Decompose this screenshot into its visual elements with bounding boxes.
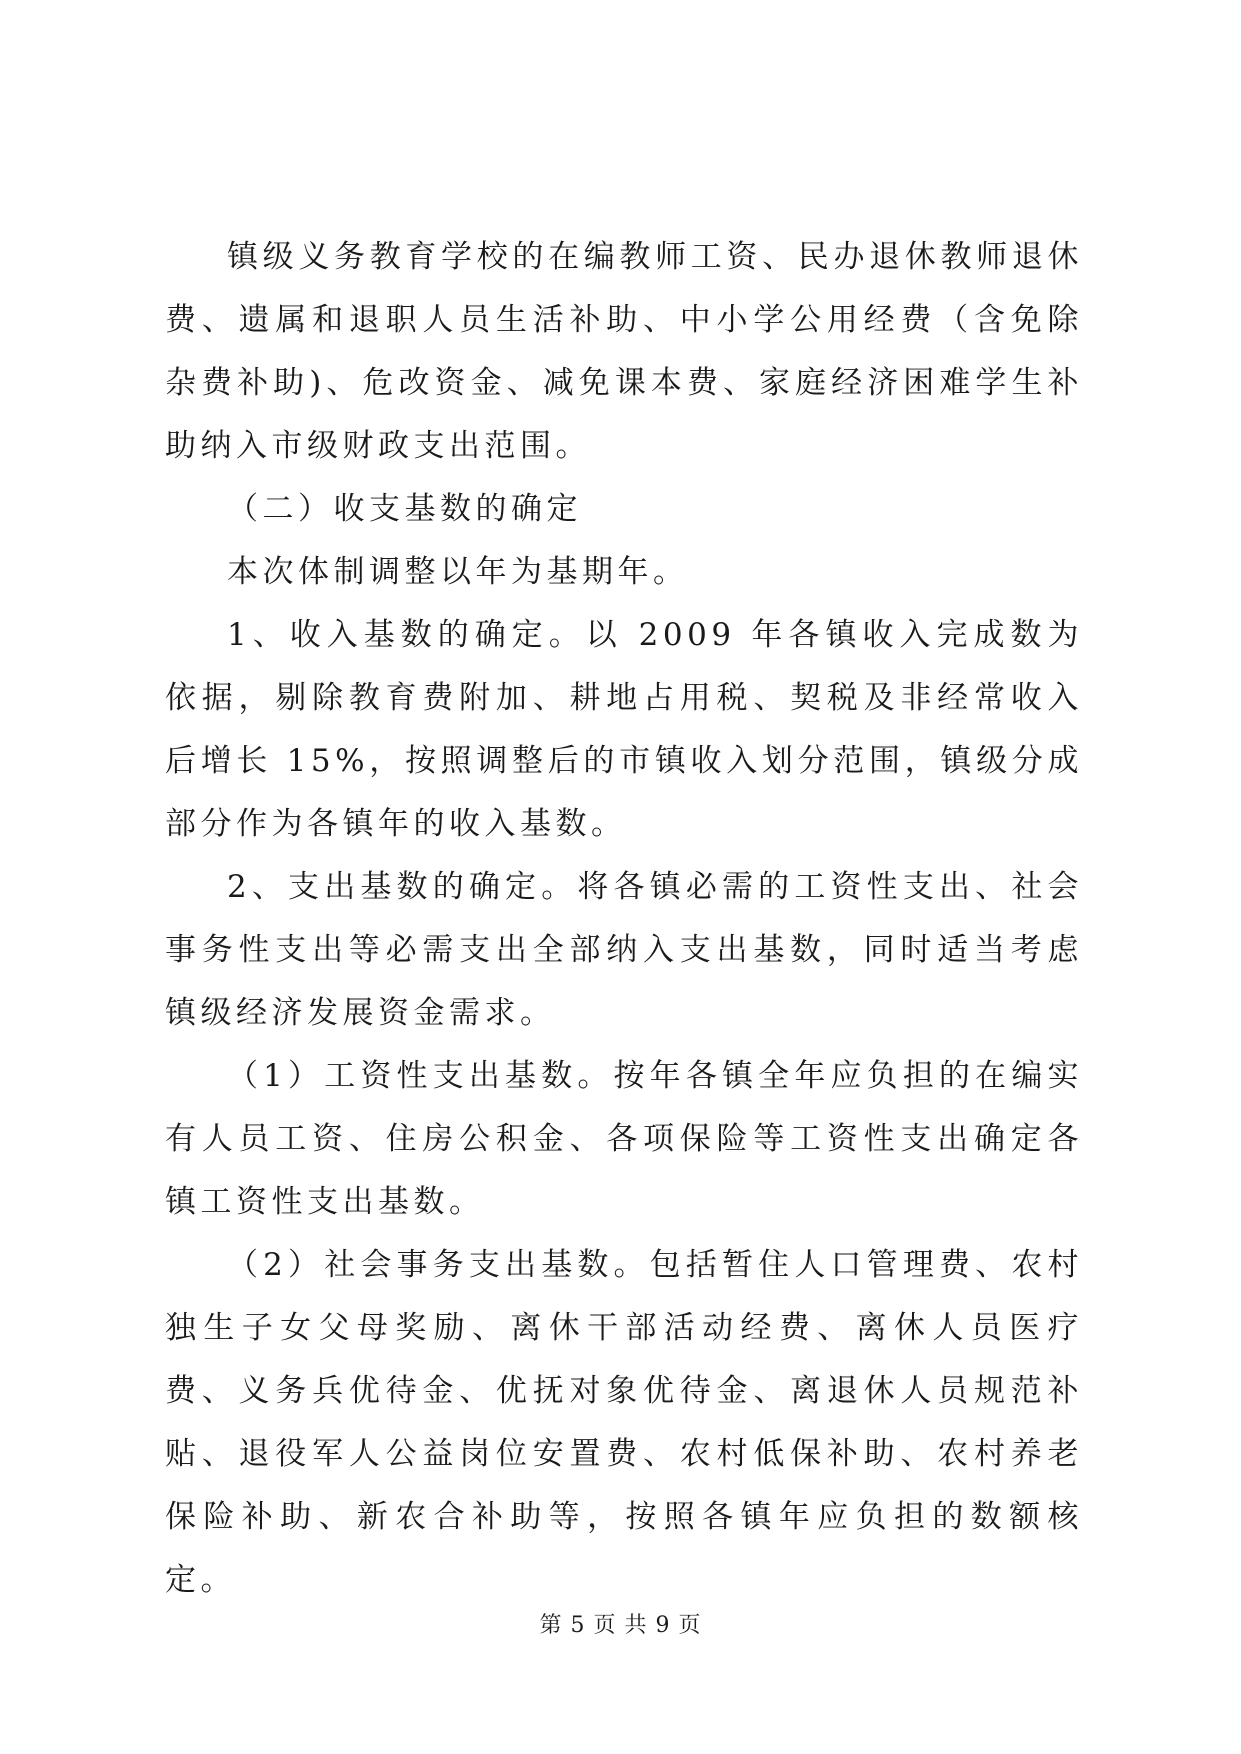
page-number-footer: 第 5 页 共 9 页 bbox=[539, 1613, 702, 1638]
paragraph-revenue-base: 1、收入基数的确定。以 2009 年各镇收入完成数为依据，剔除教育费附加、耕地占用税、契税及非经常收入后增长 15%，按照调整后的市镇收入划分范围，镇级分成部分作为各镇年的收入基数。 bbox=[165, 617, 1083, 842]
section-heading-base-determination: （二）收支基数的确定 bbox=[227, 491, 582, 527]
paragraph-base-year: 本次体制调整以年为基期年。 bbox=[227, 554, 689, 590]
paragraph-expenditure-base: 2、支出基数的确定。将各镇必需的工资性支出、社会事务性支出等必需支出全部纳入支出基数，同时适当考虑镇级经济发展资金需求。 bbox=[165, 869, 1083, 1031]
paragraph-education-expenditure: 镇级义务教育学校的在编教师工资、民办退休教师退休费、遗属和退职人员生活补助、中小学公用经费（含免除杂费补助)、危改资金、减免课本费、家庭经济困难学生补助纳入市级财政支出范围。 bbox=[165, 239, 1083, 464]
document-body bbox=[165, 226, 1083, 1612]
paragraph-wage-expenditure: （1）工资性支出基数。按年各镇全年应负担的在编实有人员工资、住房公积金、各项保险等工资性支出确定各镇工资性支出基数。 bbox=[165, 1058, 1083, 1220]
paragraph-social-expenditure: （2）社会事务支出基数。包括暂住人口管理费、农村独生子女父母奖励、离休干部活动经费、离休人员医疗费、义务兵优待金、优抚对象优待金、离退休人员规范补贴、退役军人公益岗位安置费、农村低保补助、农村养老保险补助、新农合补助等，按照各镇年应负担的数额核定。 bbox=[165, 1247, 1083, 1598]
